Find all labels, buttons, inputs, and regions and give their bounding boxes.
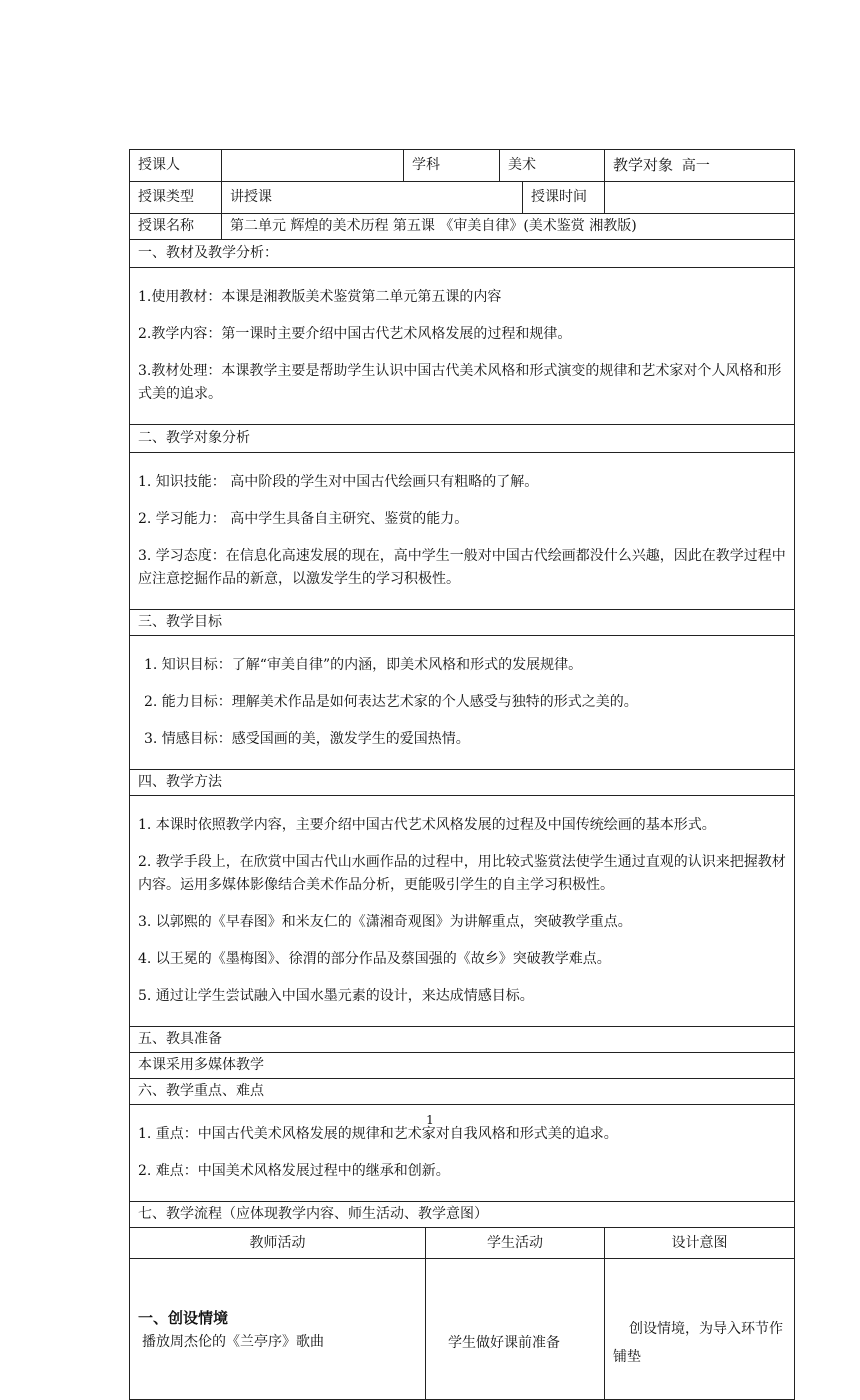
type-label: 授课类型 (130, 182, 222, 214)
section-1-body (130, 268, 795, 425)
section-1-header (130, 240, 795, 268)
row-lesson-name (130, 214, 795, 240)
subject-label: 学科 (404, 150, 500, 182)
step-title: 一、创设情境 (138, 1308, 229, 1327)
audience-cell (605, 150, 795, 182)
section-4-title: 四、教学方法 (130, 770, 795, 796)
audience-label: 教学对象 (613, 155, 674, 174)
time-value (605, 182, 795, 214)
section-3-body (130, 636, 795, 770)
section-1-line: 3.教材处理：本课教学主要是帮助学生认识中国古代美术风格和形式演变的规律和艺术家对个人风格和形式美的追求。 (138, 363, 782, 402)
design-intent-text: 创设情境，为导入环节作铺垫 (605, 1259, 795, 1400)
section-3-line: 2. 能力目标：理解美术作品是如何表达艺术家的个人感受与独特的形式之美的。 (144, 694, 638, 710)
section-6-line: 1. 重点：中国古代美术风格发展的规律和艺术家对自我风格和形式美的追求。 (138, 1126, 618, 1142)
teacher-label: 授课人 (130, 150, 222, 182)
name-value: 第二单元 辉煌的美术历程 第五课 《审美自律》(美术鉴赏 湘教版) (222, 214, 795, 240)
section-6-header (130, 1079, 795, 1105)
audience-value: 高一 (681, 157, 710, 174)
section-3-line: 1. 知识目标：了解“审美自律”的内涵，即美术风格和形式的发展规律。 (144, 657, 583, 673)
section-6-line: 2. 难点：中国美术风格发展过程中的继承和创新。 (138, 1163, 450, 1179)
student-activity-text: 学生做好课前准备 (426, 1259, 605, 1400)
col-student-activity: 学生活动 (426, 1228, 605, 1259)
section-3-title: 三、教学目标 (130, 610, 795, 636)
section-5-header (130, 1027, 795, 1053)
section-7-header (130, 1202, 795, 1228)
row-type-time (130, 182, 795, 214)
time-label: 授课时间 (523, 182, 605, 214)
section-1-line: 2.教学内容：第一课时主要介绍中国古代艺术风格发展的过程和规律。 (138, 326, 572, 342)
section-2-line: 1. 知识技能： 高中阶段的学生对中国古代绘画只有粗略的了解。 (138, 474, 539, 490)
section-4-line: 5. 通过让学生尝试融入中国水墨元素的设计，来达成情感目标。 (138, 988, 534, 1004)
teacher-activity-text: 播放周杰伦的《兰亭序》歌曲 (142, 1333, 324, 1350)
page-number: 1 (426, 1113, 434, 1127)
section-5-line: 本课采用多媒体教学 (130, 1053, 795, 1079)
section-2-body (130, 453, 795, 610)
flow-table-header (130, 1228, 795, 1259)
section-4-line: 3. 以郭熙的《早春图》和米友仁的《潇湘奇观图》为讲解重点，突破教学重点。 (138, 914, 632, 930)
section-2-line: 2. 学习能力： 高中学生具备自主研究、鉴赏的能力。 (138, 511, 469, 527)
type-value: 讲授课 (222, 182, 523, 214)
section-6-title: 六、教学重点、难点 (130, 1079, 795, 1105)
section-2-title: 二、教学对象分析 (130, 425, 795, 453)
section-5-title: 五、教具准备 (130, 1027, 795, 1053)
name-label: 授课名称 (130, 214, 222, 240)
section-4-line: 1. 本课时依照教学内容，主要介绍中国古代艺术风格发展的过程及中国传统绘画的基本形式。 (138, 817, 716, 833)
section-3-header (130, 610, 795, 636)
teacher-value (222, 150, 404, 182)
section-2-header (130, 425, 795, 453)
section-1-title: 一、教材及教学分析： (130, 240, 795, 268)
section-4-line: 4. 以王冕的《墨梅图》、徐渭的部分作品及蔡国强的《故乡》突破教学难点。 (138, 951, 611, 967)
col-teacher-activity: 教师活动 (130, 1228, 426, 1259)
subject-value: 美术 (500, 150, 605, 182)
lesson-plan-table (129, 149, 795, 1400)
section-5-body (130, 1053, 795, 1079)
section-3-line: 3. 情感目标：感受国画的美，激发学生的爱国热情。 (144, 731, 470, 747)
teacher-activity-cell (130, 1259, 426, 1400)
flow-row-1 (130, 1259, 795, 1400)
section-2-line: 3. 学习态度：在信息化高速发展的现在，高中学生一般对中国古代绘画都没什么兴趣，因此在教学过程中应注意挖掘作品的新意，以激发学生的学习积极性。 (138, 548, 786, 587)
col-design-intent: 设计意图 (605, 1228, 795, 1259)
row-teacher-subject-audience (130, 150, 795, 182)
section-4-header (130, 770, 795, 796)
section-1-line: 1.使用教材：本课是湘教版美术鉴赏第二单元第五课的内容 (138, 289, 502, 305)
section-4-line: 2. 教学手段上，在欣赏中国古代山水画作品的过程中，用比较式鉴赏法使学生通过直观的认识来把握教材内容。运用多媒体影像结合美术作品分析，更能吸引学生的自主学习积极性。 (138, 854, 786, 893)
section-4-body (130, 796, 795, 1027)
section-7-title: 七、教学流程（应体现教学内容、师生活动、教学意图） (130, 1202, 795, 1228)
